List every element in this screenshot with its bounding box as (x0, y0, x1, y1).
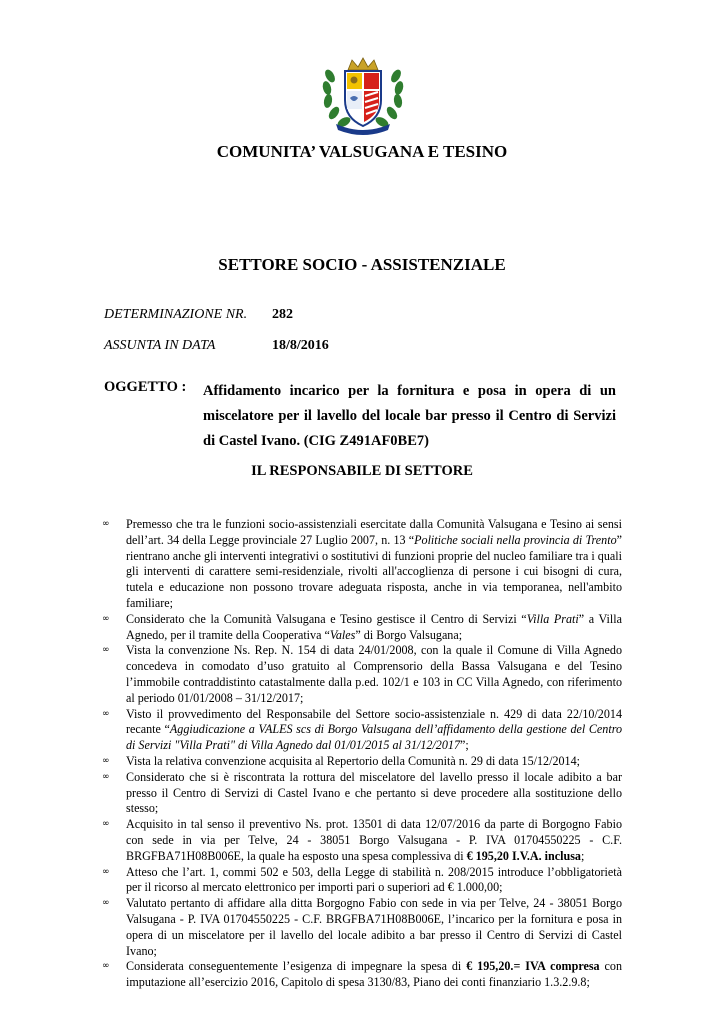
premise-item (100, 707, 622, 754)
premise-item (100, 896, 622, 959)
subject-label: OGGETTO : (104, 379, 187, 395)
premise-item (100, 770, 622, 817)
bullet-icon: ∞ (102, 866, 110, 877)
premise-text: Visto il provvedimento del Responsabile del Settore socio-assistenziale n. 429 di data 22/10/2014 recante “ (126, 706, 622, 737)
bullet-icon: ∞ (102, 645, 110, 656)
determination-number: 282 (272, 307, 293, 322)
premise-item (100, 865, 622, 897)
premise-text: Atteso che l’art. 1, commi 502 e 503, della Legge di stabilità n. 208/2015 introduce l’obbligatorietà per il ricorso al mercato elettronico per importi pari o superiori ad € 1.000,00; (126, 864, 622, 895)
premise-text: Politiche sociali nella provincia di Trento (414, 532, 617, 547)
bullet-icon: ∞ (102, 961, 110, 972)
premise-text: ” di Borgo Valsugana; (355, 627, 463, 642)
premise-text: ” a Villa Agnedo, per il tramite della Cooperativa “ (126, 611, 622, 642)
determination-date: 18/8/2016 (272, 338, 329, 353)
bullet-icon: ∞ (102, 771, 110, 782)
premise-text: Vista la relativa convenzione acquisita al Repertorio della Comunità n. 29 di data 15/12/2014; (126, 753, 581, 768)
bullet-icon: ∞ (102, 898, 110, 909)
premise-text: Vales (329, 627, 356, 642)
sector-title: SETTORE SOCIO - ASSISTENZIALE (218, 255, 506, 274)
premise-text: Valutato pertanto di affidare alla ditta Borgogno Fabio con sede in via per Telve, 24 - 38051 Borgo Valsugana - P. IVA 01704550225 - C.F. BRGFBA71H08B006E, l’incarico per la fornitura e posa in opera di un miscelatore per il lavello del locale adibito a bar presso il Centro di Servizi di Castel Ivano; (126, 896, 622, 958)
bullet-icon: ∞ (102, 755, 110, 766)
bullet-icon: ∞ (102, 819, 110, 830)
premise-text: Considerato che la Comunità Valsugana e Tesino gestisce il Centro di Servizi “ (126, 611, 527, 626)
premise-text: ”; (460, 738, 469, 753)
premise-text: ; (580, 848, 585, 863)
premise-item (100, 754, 622, 770)
premise-text: ” rientrano anche gli interventi integrativi o sostitutivi di funzioni proprie del nucleo familiare tra i quali gli interventi di carattere semi-residenziale, rivolti all'accoglienza di persone i cui bisogni di cura, tutela e educazione non possono trovare adeguata risposta, anche in via temporanea, nell'ambito familiare; (126, 532, 622, 610)
premise-text: € 195,20 I.V.A. inclusa (466, 848, 581, 863)
bullet-icon: ∞ (102, 519, 110, 529)
premise-text: con imputazione all’esercizio 2016, Capitolo di spesa 3130/83, Piano dei conti finanziario 1.3.2.9.8; (126, 959, 622, 990)
premise-item (100, 817, 622, 864)
premise-text: Villa Prati (526, 611, 579, 626)
determination-date-label: ASSUNTA IN DATA (104, 338, 216, 353)
premises-list (100, 517, 622, 991)
premise-item (100, 612, 622, 644)
bullet-icon: ∞ (102, 708, 110, 719)
premise-text: Vista la convenzione Ns. Rep. N. 154 di data 24/01/2008, con la quale il Comune di Villa Agnedo concedeva in comodato d’uso gratuito al Comprensorio della Bassa Valsugana e del Tesino l’immobile contraddistinto catastalmente dalla p.ed. 102/1 e 103 in CC Villa Agnedo, con riferimento al periodo 01/01/2008 – 31/12/2017; (126, 643, 622, 705)
coat-of-arms-emblem (318, 56, 408, 136)
organization-name: COMUNITA’ VALSUGANA E TESINO (216, 142, 508, 161)
premise-item (100, 643, 622, 706)
premise-text: Acquisito in tal senso il preventivo Ns. prot. 13501 di data 12/07/2016 da parte di Borgogno Fabio con sede in via per Telve, 24 - 38051 Borgo Valsugana - P. IVA 01704550225 - C.F. BRGFBA71H08B006E, la quale ha esposto una spesa complessiva di (126, 817, 622, 863)
premise-text: Premesso che tra le funzioni socio-assistenziali esercitate dalla Comunità Valsugana e Tesino ai sensi dell’art. 34 della Legge provinciale 27 Luglio 2007, n. 13 “ (126, 517, 622, 547)
premise-item (100, 517, 622, 612)
premise-text: € 195,20.= IVA compresa (466, 959, 600, 974)
bullet-icon: ∞ (102, 613, 110, 624)
premise-text: Considerata conseguentemente l’esigenza di impegnare la spesa di (126, 959, 467, 974)
determination-number-label: DETERMINAZIONE NR. (104, 307, 248, 322)
premise-text: Considerato che si è riscontrata la rottura del miscelatore del lavello presso il locale adibito a bar presso il Centro di Servizi di Castel Ivano e che pertanto si deve procedere alla sostituzione dello stesso; (126, 769, 622, 816)
determination-number-row (104, 307, 293, 323)
premise-item (100, 959, 622, 991)
subject-text: Affidamento incarico per la fornitura e posa in opera di un miscelatore per il lavello del locale bar presso il Centro di Servizi di Castel Ivano. (CIG Z491AF0BE7) (203, 383, 616, 449)
premise-text: Aggiudicazione a VALES scs di Borgo Valsugana dell’affidamento della gestione del Centro di Servizi "Villa Prati" di Villa Agnedo dal 01/01/2015 al 31/12/2017 (126, 722, 622, 753)
responsible-heading: IL RESPONSABILE DI SETTORE (251, 463, 473, 479)
determination-date-row (104, 338, 329, 354)
